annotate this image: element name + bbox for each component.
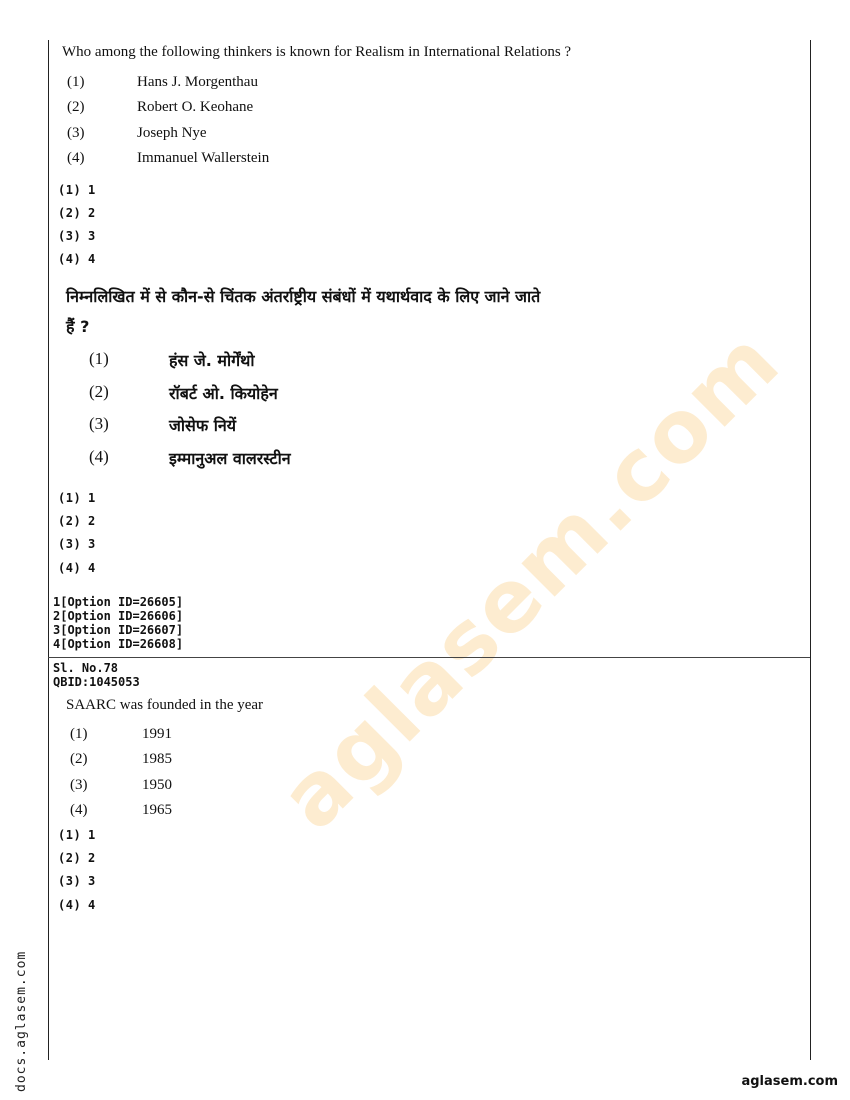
- q1-answer-row: [58, 183, 96, 197]
- option-number: (4): [67, 150, 85, 166]
- q2-option-en: [70, 802, 172, 819]
- option-text: हंस जे. मोर्गेंथो: [169, 351, 255, 370]
- q1-option-en: [67, 74, 258, 91]
- q1-option-hi: [89, 349, 255, 370]
- answer-number: (1): [58, 828, 82, 842]
- option-number: (2): [67, 99, 85, 115]
- option-text: 1991: [142, 726, 172, 742]
- option-id-line: 3[Option ID=26607]: [53, 623, 184, 637]
- answer-value: 1: [88, 491, 96, 505]
- q1-answer-row-hi: [58, 537, 96, 551]
- q1-option-en: [67, 99, 254, 116]
- q2-answer-row: [58, 828, 96, 842]
- q1-option-hi: [89, 414, 237, 435]
- option-number: (1): [70, 726, 88, 742]
- q2-answer-row: [58, 874, 96, 888]
- answer-value: 1: [88, 828, 96, 842]
- answer-number: (3): [58, 537, 82, 551]
- q1-question-hi-line1: निम्नलिखित में से कौन-से चिंतक अंतर्राष्ट्रीय संबंधों में यथार्थवाद के लिए जाने जाते: [66, 287, 541, 306]
- answer-value: 3: [88, 229, 96, 243]
- answer-number: (3): [58, 229, 82, 243]
- q1-answer-row: [58, 206, 96, 220]
- answer-number: (3): [58, 874, 82, 888]
- option-number: (1): [67, 74, 85, 90]
- q1-answer-row: [58, 229, 96, 243]
- option-text: 1950: [142, 777, 172, 793]
- q1-option-hi: [89, 447, 291, 468]
- q2-answer-row: [58, 851, 96, 865]
- q2-option-en: [70, 751, 172, 768]
- option-id-line: 1[Option ID=26605]: [53, 595, 184, 609]
- answer-number: (4): [58, 561, 82, 575]
- answer-value: 4: [88, 561, 96, 575]
- option-number: (4): [70, 802, 88, 818]
- side-url-text: docs.aglasem.com: [14, 950, 29, 1092]
- answer-value: 2: [88, 851, 96, 865]
- q1-answer-row: [58, 252, 96, 266]
- option-number: (3): [67, 125, 85, 141]
- watermark: aglasem.com: [261, 311, 800, 849]
- q1-option-en: [67, 125, 207, 142]
- option-text: 1965: [142, 802, 172, 818]
- option-text: जोसेफ नियें: [169, 416, 237, 435]
- answer-value: 4: [88, 898, 96, 912]
- option-number: (4): [89, 447, 109, 466]
- q1-answer-row-hi: [58, 514, 96, 528]
- option-text: रॉबर्ट ओ. कियोहेन: [169, 384, 278, 403]
- q1-option-hi: [89, 382, 278, 403]
- option-id-line: 2[Option ID=26606]: [53, 609, 184, 623]
- qbid: QBID:1045053: [53, 675, 140, 689]
- option-number: (2): [70, 751, 88, 767]
- answer-number: (2): [58, 514, 82, 528]
- option-text: Joseph Nye: [137, 125, 207, 141]
- q2-question-en: SAARC was founded in the year: [66, 697, 264, 713]
- answer-number: (4): [58, 898, 82, 912]
- answer-number: (2): [58, 851, 82, 865]
- option-id-line: 4[Option ID=26608]: [53, 637, 184, 651]
- answer-value: 2: [88, 514, 96, 528]
- page-right-border: [810, 40, 811, 1060]
- option-number: (1): [89, 349, 109, 368]
- answer-number: (4): [58, 252, 82, 266]
- q1-question-hi-line2: हैं ?: [66, 317, 90, 336]
- page-left-border: [48, 40, 49, 1060]
- answer-number: (1): [58, 491, 82, 505]
- q2-option-en: [70, 726, 172, 743]
- option-text: Hans J. Morgenthau: [137, 74, 258, 90]
- q2-option-en: [70, 777, 172, 794]
- footer-brand: aglasem.com: [741, 1074, 838, 1089]
- answer-value: 3: [88, 874, 96, 888]
- option-text: Robert O. Keohane: [137, 99, 254, 115]
- question-divider: [48, 657, 810, 658]
- q2-answer-row: [58, 898, 96, 912]
- answer-value: 4: [88, 252, 96, 266]
- answer-number: (2): [58, 206, 82, 220]
- option-number: (3): [89, 414, 109, 433]
- answer-value: 1: [88, 183, 96, 197]
- serial-number: Sl. No.78: [53, 661, 119, 675]
- answer-number: (1): [58, 183, 82, 197]
- q1-answer-row-hi: [58, 561, 96, 575]
- option-number: (3): [70, 777, 88, 793]
- option-text: Immanuel Wallerstein: [137, 150, 270, 166]
- option-text: इम्मानुअल वालरस्टीन: [169, 449, 291, 468]
- option-number: (2): [89, 382, 109, 401]
- answer-value: 2: [88, 206, 96, 220]
- answer-value: 3: [88, 537, 96, 551]
- q1-question-en: Who among the following thinkers is known for Realism in International Relations ?: [62, 44, 572, 60]
- option-text: 1985: [142, 751, 172, 767]
- q1-answer-row-hi: [58, 491, 96, 505]
- q1-option-en: [67, 150, 270, 167]
